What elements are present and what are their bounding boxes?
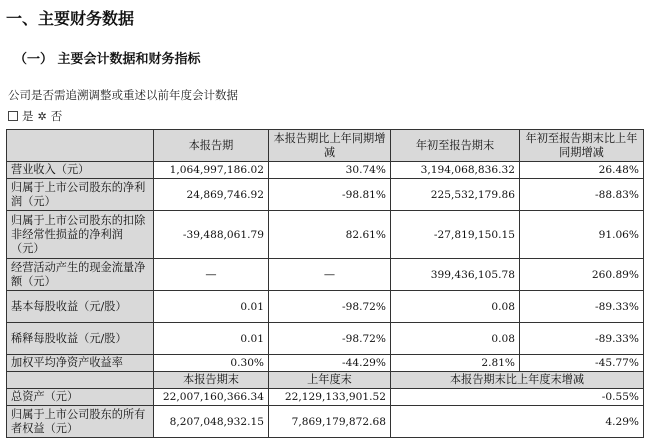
- cell-value: -88.83%: [520, 179, 644, 211]
- table-row: [7, 259, 644, 291]
- cell-value: 22,129,133,901.52: [269, 389, 391, 406]
- cell-value: 260.89%: [520, 259, 644, 291]
- row-label: 营业收入（元）: [7, 162, 154, 179]
- row-label: 基本每股收益（元/股）: [7, 291, 154, 323]
- cell-value: -0.55%: [391, 389, 644, 406]
- table-header-row: [7, 372, 644, 389]
- cell-value: 82.61%: [269, 211, 391, 259]
- table-row: [7, 389, 644, 406]
- restatement-question: 公司是否需追溯调整或重述以前年度会计数据: [8, 88, 238, 102]
- table-row: [7, 291, 644, 323]
- row-label: 总资产（元）: [7, 389, 154, 406]
- header-cell: [7, 372, 154, 389]
- cell-value: -98.72%: [269, 323, 391, 355]
- header-cell: 年初至报告期末比上年同期增减: [520, 130, 644, 162]
- row-label: 经营活动产生的现金流量净额（元）: [7, 259, 154, 291]
- cell-value: 399,436,105.78: [391, 259, 520, 291]
- cell-value: -44.29%: [269, 355, 391, 372]
- header-cell: 本报告期比上年同期增减: [269, 130, 391, 162]
- table-header-row: [7, 130, 644, 162]
- cell-value: 24,869,746.92: [154, 179, 269, 211]
- choice-yes-label: 是: [22, 109, 34, 123]
- header-cell: 本报告期末: [154, 372, 269, 389]
- header-cell: 本报告期: [154, 130, 269, 162]
- header-cell: 上年度末: [269, 372, 391, 389]
- table-row: [7, 323, 644, 355]
- cell-value: -45.77%: [520, 355, 644, 372]
- choice-no-label: 否: [50, 109, 63, 123]
- cell-value: —: [269, 259, 391, 291]
- cell-value: —: [154, 259, 269, 291]
- cell-value: 0.08: [391, 323, 520, 355]
- row-label: 归属于上市公司股东的所有者权益（元）: [7, 406, 154, 438]
- cell-value: -89.33%: [520, 323, 644, 355]
- section-heading: 一、主要财务数据: [6, 9, 135, 28]
- cell-value: 22,007,160,366.34: [154, 389, 269, 406]
- cell-value: -98.72%: [269, 291, 391, 323]
- cell-value: -89.33%: [520, 291, 644, 323]
- table-row: [7, 355, 644, 372]
- cell-value: 0.08: [391, 291, 520, 323]
- cell-value: 8,207,048,932.15: [154, 406, 269, 438]
- table-row: [7, 162, 644, 179]
- header-cell: 年初至报告期末: [391, 130, 520, 162]
- restatement-choice: [8, 108, 62, 124]
- table-row: [7, 179, 644, 211]
- cell-value: 3,194,068,836.32: [391, 162, 520, 179]
- row-label: 稀释每股收益（元/股）: [7, 323, 154, 355]
- table-row: [7, 211, 644, 259]
- cell-value: 0.01: [154, 323, 269, 355]
- cell-value: 26.48%: [520, 162, 644, 179]
- row-label: 归属于上市公司股东的扣除非经常性损益的净利润（元）: [7, 211, 154, 259]
- cell-value: -39,488,061.79: [154, 211, 269, 259]
- cell-value: 7,869,179,872.68: [269, 406, 391, 438]
- row-label: 加权平均净资产收益率: [7, 355, 154, 372]
- row-label: 归属于上市公司股东的净利润（元）: [7, 179, 154, 211]
- cell-value: 91.06%: [520, 211, 644, 259]
- cell-value: -98.81%: [269, 179, 391, 211]
- financial-data-table: [6, 129, 644, 438]
- table-row: [7, 406, 644, 438]
- checkbox-empty-icon: [8, 111, 18, 121]
- cell-value: 4.29%: [391, 406, 644, 438]
- subsection-heading: （一） 主要会计数据和财务指标: [14, 52, 201, 67]
- cell-value: -27,819,150.15: [391, 211, 520, 259]
- cell-value: 30.74%: [269, 162, 391, 179]
- cell-value: 225,532,179.86: [391, 179, 520, 211]
- cell-value: 0.30%: [154, 355, 269, 372]
- checked-marker-icon: ✲: [37, 109, 47, 123]
- cell-value: 0.01: [154, 291, 269, 323]
- cell-value: 1,064,997,186.02: [154, 162, 269, 179]
- cell-value: 2.81%: [391, 355, 520, 372]
- header-cell: [7, 130, 154, 162]
- header-cell: 本报告期末比上年度末增减: [391, 372, 644, 389]
